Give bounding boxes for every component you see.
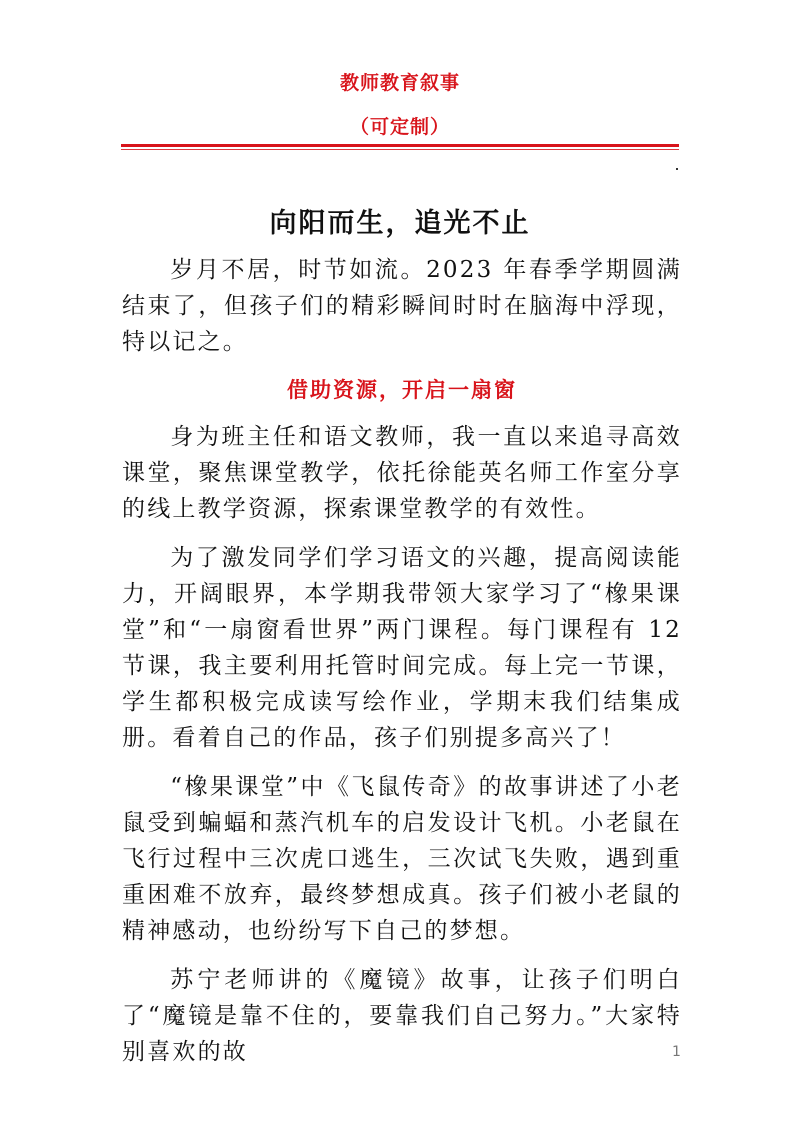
document-title: 向阳而生，追光不止 (269, 208, 531, 239)
header-rule-thin (121, 149, 679, 150)
header-subtitle: （可定制） (349, 116, 450, 138)
paragraph-intro: 岁月不居，时节如流。2023 年春季学期圆满结束了，但孩子们的精彩瞬间时时在脑海中浮现，特以记之。 (122, 257, 682, 355)
document-body (122, 252, 682, 1083)
paragraph-magic-mirror: 苏宁老师讲的《魔镜》故事，让孩子们明白了“魔镜是靠不住的，要靠我们自己努力。”大家特别喜欢的故 (122, 967, 682, 1065)
paragraph-resources: 身为班主任和语文教师，我一直以来追寻高效课堂，聚焦课堂教学，依托徐能英名师工作室分享的线上教学资源，探索课堂教学的有效性。 (122, 424, 682, 522)
page-number: 1 (672, 1044, 681, 1060)
section-heading: 借助资源，开启一扇窗 (287, 377, 517, 402)
stray-dot (676, 168, 678, 170)
header-title: 教师教育叙事 (339, 72, 460, 94)
header-rule-thick (121, 144, 679, 147)
paragraph-flying-mouse: “橡果课堂”中《飞鼠传奇》的故事讲述了小老鼠受到蝙蝠和蒸汽机车的启发设计飞机。小老鼠在飞行过程中三次虎口逃生，三次试飞失败，遇到重重困难不放弃，最终梦想成真。孩子们被小老鼠的精神感动，也纷纷写下自己的梦想。 (122, 774, 682, 944)
paragraph-courses: 为了激发同学们学习语文的兴趣，提高阅读能力，开阔眼界，本学期我带领大家学习了“橡果课堂”和“一扇窗看世界”两门课程。每门课程有 12 节课，我主要利用托管时间完成。每上完一节课，学生都积极完成读写绘作业，学期末我们结集成册。看着自己的作品，孩子们别提多高兴了！ (122, 545, 682, 751)
